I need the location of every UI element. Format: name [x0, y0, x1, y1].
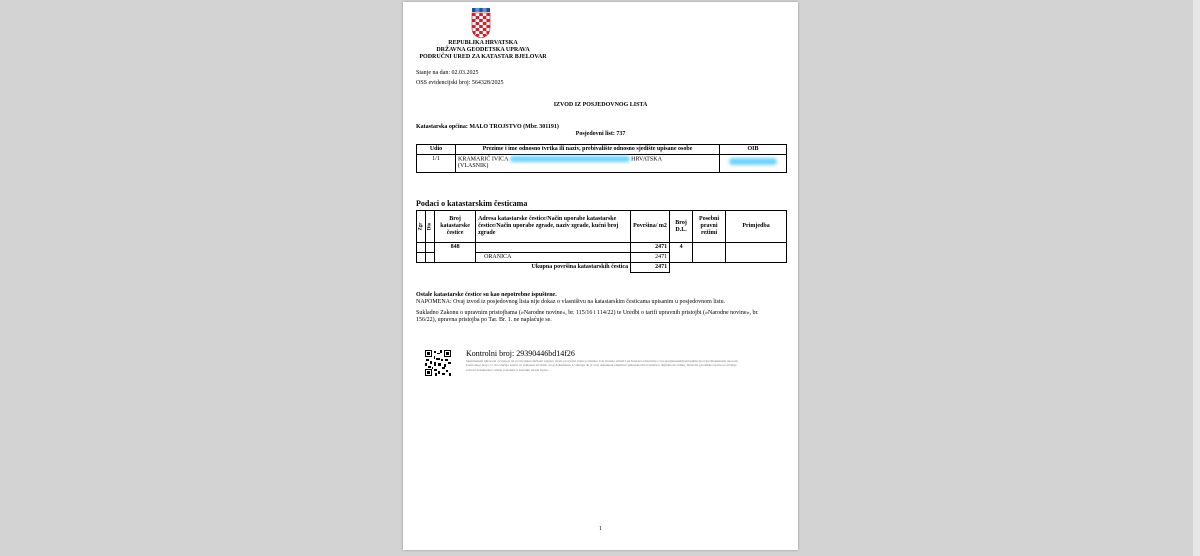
note-ostale: Ostale katastarske čestice su kao nepotrebne ispuštene.	[416, 292, 557, 298]
header-name: Prezime i ime odnosno tvrtka ili naziv, prebivalište odnosno sjedište upisane osobe	[456, 145, 720, 155]
document-page	[403, 2, 798, 550]
stanje-na-dan: Stanje na dan: 02.03.2025	[416, 70, 479, 76]
notes-block	[416, 292, 778, 324]
cell-dl: 4	[670, 243, 693, 263]
owners-table	[416, 144, 787, 173]
cell-area-1: 2471	[631, 243, 670, 253]
owners-header-row	[417, 145, 787, 155]
header-povrsina: Površina/ m2	[631, 211, 670, 243]
owner-country: HRVATSKA	[631, 156, 662, 163]
header-line-3: PODRUČNI URED ZA KATASTAR BJELOVAR	[419, 54, 547, 60]
control-fine-print: Skeniranjem QR koda ovvisnost uz ovom elektroničkom registru može provjeriti status podataka. Isto možete učiniti i na Internet adresi http://oss.uredjenazemlja.hr/public/provjeraDokumenti unosom kontrolnog broja. U oba slučaja sustav će prikazati izvornik ovog dokumenta. U slučaju da je ovaj dokument identičan prikazanom izvorniku u digitalnom obliku, Državna geodetska uprava potvrđuje točnost dokumenta i stanje podataka u trenutku izrade ispisa.	[466, 359, 738, 372]
cell-udio: 1/1	[417, 155, 456, 173]
note-napomena: NAPOMENA: Ovaj izvod iz posjedovnog lista nije dokaz o vlasništvu na katastarskim česticama upisanim u posjedovnom listu.	[416, 299, 726, 305]
cell-parcel-no: 848	[435, 243, 476, 263]
coat-of-arms-icon	[471, 8, 491, 38]
header-line-1: REPUBLIKA HRVATSKA	[448, 40, 518, 46]
table-row	[417, 155, 787, 173]
header-broj-cestice: Broj katastarske čestice	[435, 211, 476, 243]
header-dio: Dio	[426, 211, 435, 243]
page-number: 1	[599, 526, 602, 532]
header-udio: Udio	[417, 145, 456, 155]
header-broj-dl: Broj D.L.	[670, 211, 693, 243]
posjedovni-list: Posjedovni list: 737	[575, 131, 626, 137]
note-sukladno: Sukladno Zakonu o upravnim pristojbama (»Narodne novine«, br. 115/16 i 114/22) te Uredbi o tarifi upravnih pristojbi (»Narodne novine«, br. 156/22), upravna pristojba po Tar. Br. 1. ne naplaćuje se.	[416, 310, 759, 323]
owner-role: (VLASNIK)	[458, 163, 489, 170]
header-zgr: Zgr	[417, 211, 426, 243]
parcels-header-row	[417, 211, 787, 243]
parcels-table	[416, 210, 787, 273]
header-line-2: DRŽAVNA GEODETSKA UPRAVA	[436, 47, 530, 53]
total-area: 2471	[631, 263, 670, 273]
header-posebni: Posebni pravni režimi	[693, 211, 726, 243]
katastarska-opcina: Katastarska općina: MALO TROJSTVO (Mbr. 301191)	[416, 124, 559, 130]
cell-use: ORANICA	[476, 253, 631, 263]
header-primjedba: Primjedba	[726, 211, 787, 243]
total-label: Ukupna površina katastarskih čestica	[531, 264, 629, 270]
cell-name	[456, 155, 720, 173]
table-row	[417, 263, 787, 273]
parcels-heading: Podaci o katastarskim česticama	[416, 199, 528, 208]
redacted-address	[510, 156, 630, 162]
redacted-oib	[729, 158, 777, 165]
qr-code-icon	[425, 350, 451, 376]
document-title: IZVOD IZ POSJEDOVNOG LISTA	[553, 102, 648, 108]
scrollbar[interactable]	[1193, 0, 1200, 556]
owner-name: KRAMARIĆ IVICA	[458, 156, 509, 163]
header-oib: OIB	[720, 145, 787, 155]
table-row	[417, 243, 787, 253]
control-number: Kontrolni broj: 29390446bd14f26	[466, 349, 575, 358]
meta-block	[416, 70, 504, 87]
header-adresa: Adresa katastarske čestice/Način uporabe katastarske čestice/Način uporabe zgrade, naziv zgrade, kućni broj zgrade	[476, 211, 631, 243]
cell-area-2: 2471	[631, 253, 670, 263]
cell-oib	[720, 155, 787, 173]
oss-number: OSS evidencijski broj: 564328/2025	[416, 80, 504, 86]
header-block	[403, 40, 563, 61]
